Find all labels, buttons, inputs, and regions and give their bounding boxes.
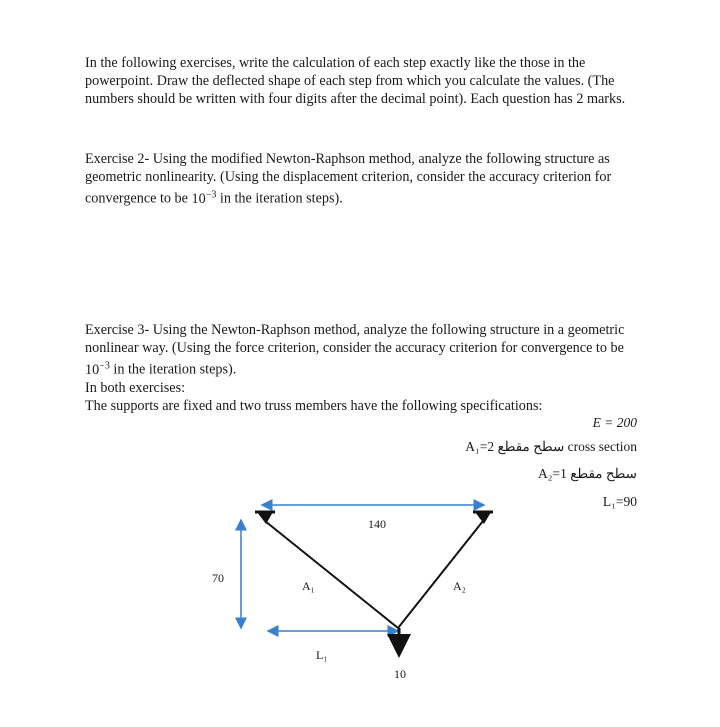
exercise-3-power: $10^{-3}$: [85, 360, 110, 378]
member-a2: [398, 521, 483, 628]
exercise-3-end: in the iteration steps).: [109, 361, 237, 378]
dim-140-label: 140: [368, 517, 386, 531]
exercise-2-main: Exercise 2- Using the modified Newton-Raphson method, analyze the following structure as geometric nonlinearity. (Using the displacement criterion, consider the accuracy criterion for convergence to be: [85, 151, 612, 207]
exercise-2-power: $10^{-3}$: [191, 189, 217, 207]
spec-length-l1: L₁=90: [602, 494, 637, 509]
member-a2-label: A₂: [453, 579, 466, 593]
right-support: [473, 512, 493, 524]
spec-area-a2: A₂=1 سطح مقطع: [538, 466, 637, 481]
load-label: 10: [394, 667, 406, 681]
intro-text: In the following exercises, write the calculation of each step exactly like the those in the powerpoint. Draw the deflected shape of each step from which you calculate the values. (The numbers should be written with four digits after the decimal point). Each question has 2 marks.: [85, 55, 626, 107]
both-exercises-text: In both exercises:: [85, 379, 186, 396]
dim-l1-label: L₁: [316, 648, 328, 662]
spec-elastic-modulus: E = 200: [592, 415, 637, 430]
supports-text: The supports are fixed and two truss members have the following specifications:: [85, 397, 543, 414]
spec-area-a1: A₁=2 سطح مقطع cross section: [465, 439, 637, 454]
member-a1: [265, 521, 398, 628]
left-support: [255, 512, 275, 524]
exercise-3-main: Exercise 3- Using the Newton-Raphson method, analyze the following structure in a geometric nonlinear way. (Using the force criterion, consider the accuracy criterion for convergence to be: [85, 322, 625, 356]
dim-70-label: 70: [212, 571, 224, 585]
member-a1-label: A₁: [302, 579, 315, 593]
exercise-2-end: in the iteration steps).: [216, 190, 343, 207]
